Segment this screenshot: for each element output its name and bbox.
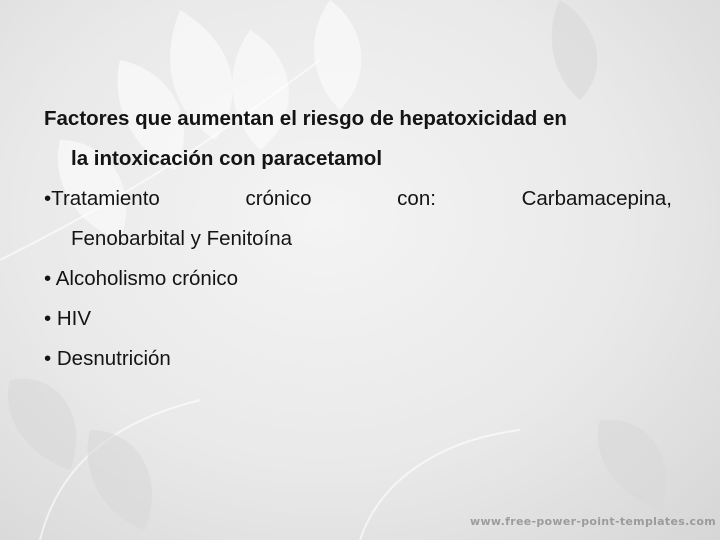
template-watermark: www.free-power-point-templates.com: [470, 515, 716, 528]
slide-body: [44, 99, 672, 379]
bullet-item-alcoholism: • Alcoholismo crónico: [44, 267, 239, 290]
bullet-text: •Tratamiento crónico con: Carbamacepina,: [44, 187, 672, 210]
bullet-item-hiv: • HIV: [44, 307, 92, 330]
bullet-item-treatment: [44, 179, 672, 259]
heading-line-2: la intoxicación con paracetamol: [71, 147, 383, 170]
bullet-item-malnutrition: • Desnutrición: [44, 347, 171, 370]
bullet-text-continued: Fenobarbital y Fenitoína: [71, 227, 293, 250]
heading-line-1: Factores que aumentan el riesgo de hepatoxicidad en: [44, 107, 567, 130]
slide-heading: [44, 99, 672, 179]
